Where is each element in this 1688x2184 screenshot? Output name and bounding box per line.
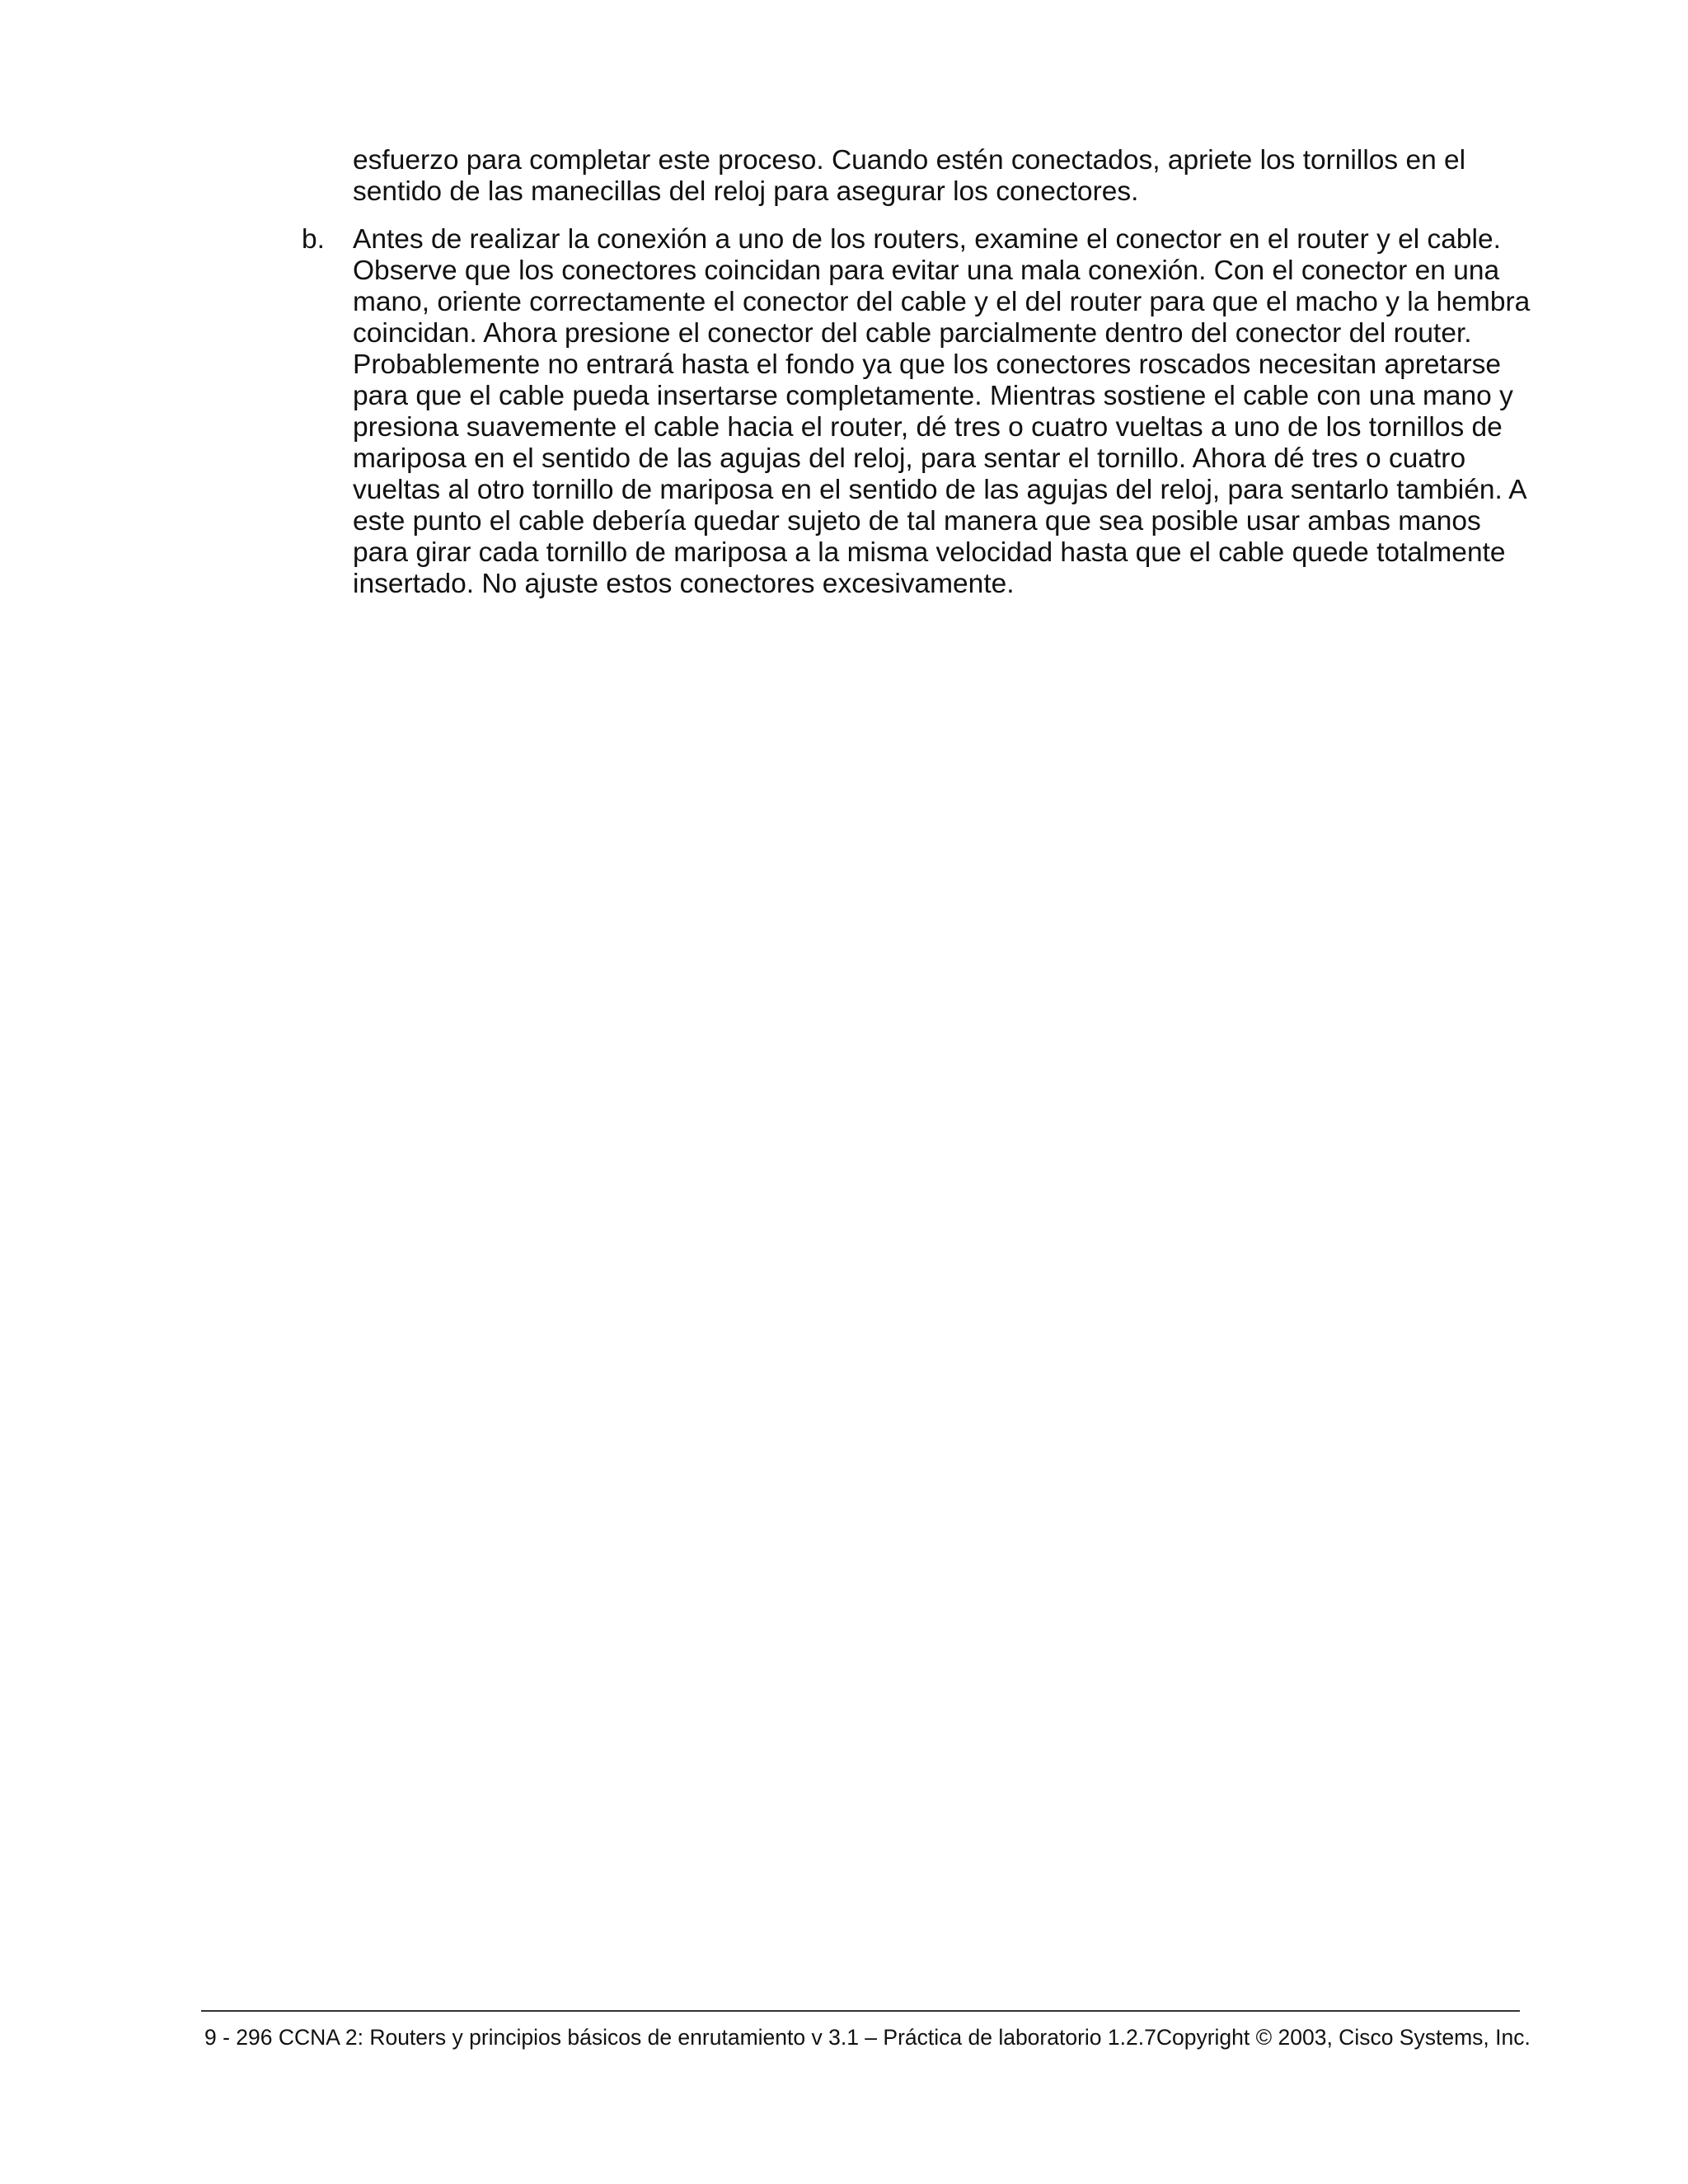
text-line: para girar cada tornillo de mariposa a la misma velocidad hasta que el cable quede totalmente bbox=[353, 537, 1506, 568]
text-line: insertado. No ajuste estos conectores excesivamente. bbox=[353, 569, 1015, 599]
text-line: presiona suavemente el cable hacia el router, dé tres o cuatro vueltas a uno de los tornillos de bbox=[353, 412, 1503, 443]
list-item-marker: b. bbox=[302, 224, 325, 255]
text-line: este punto el cable debería quedar sujeto de tal manera que sea posible usar ambas manos bbox=[353, 506, 1481, 537]
text-line: mano, oriente correctamente el conector del cable y el del router para que el macho y la hembra bbox=[353, 287, 1531, 317]
text-line: para que el cable pueda insertarse completamente. Mientras sostiene el cable con una mano y bbox=[353, 381, 1513, 411]
document-body bbox=[302, 145, 1533, 600]
continuation-paragraph bbox=[302, 145, 1533, 208]
text-line: coincidan. Ahora presione el conector del cable parcialmente dentro del conector del router. bbox=[353, 318, 1472, 349]
text-line: Observe que los conectores coincidan para evitar una mala conexión. Con el conector en una bbox=[353, 255, 1500, 286]
list-item-b bbox=[302, 224, 1533, 600]
page-footer: 9 - 296 CCNA 2: Routers y principios básicos de enrutamiento v 3.1 – Práctica de laboratorio 1.2.7Copyright © 2003, Cisco Systems, Inc. bbox=[204, 2025, 1531, 2050]
text-line: esfuerzo para completar este proceso. Cuando estén conectados, apriete los tornillos en el bbox=[353, 145, 1466, 176]
text-line: Antes de realizar la conexión a uno de los routers, examine el conector en el router y el cable. bbox=[353, 224, 1501, 255]
text-line: sentido de las manecillas del reloj para asegurar los conectores. bbox=[353, 176, 1139, 207]
text-line: vueltas al otro tornillo de mariposa en el sentido de las agujas del reloj, para sentarlo también. A bbox=[353, 475, 1527, 505]
text-line: Probablemente no entrará hasta el fondo ya que los conectores roscados necesitan apretarse bbox=[353, 349, 1501, 380]
text-line: mariposa en el sentido de las agujas del reloj, para sentar el tornillo. Ahora dé tres o cuatro bbox=[353, 443, 1466, 474]
footer-divider bbox=[201, 2010, 1520, 2012]
